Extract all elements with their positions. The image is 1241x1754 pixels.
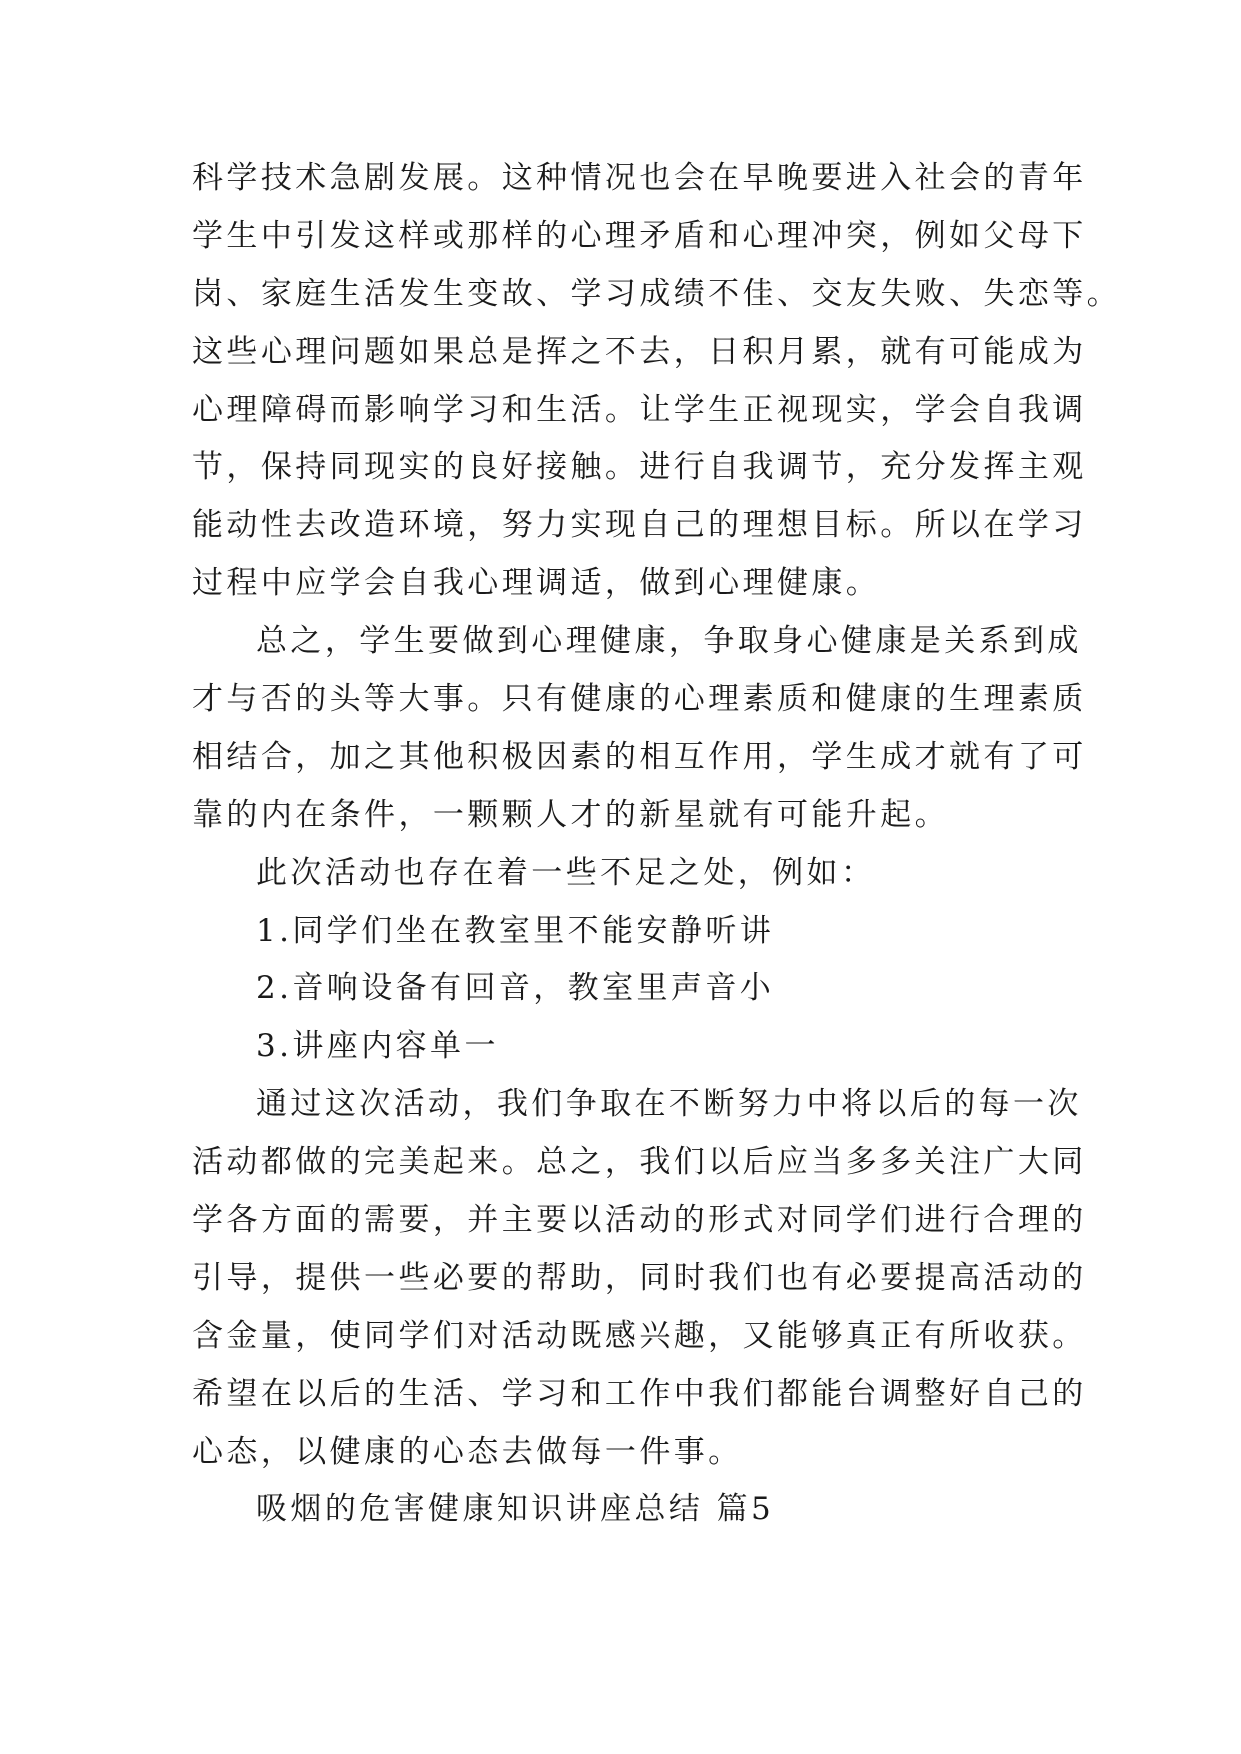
text-line: 节，保持同现实的良好接触。进行自我调节，充分发挥主观 <box>192 449 1087 486</box>
text-line: 含金量，使同学们对活动既感兴趣，又能够真正有所收获。 <box>192 1317 1087 1354</box>
paragraph-first-line: 1.同学们坐在教室里不能安静听讲 <box>256 912 775 949</box>
text-line: 学各方面的需要，并主要以活动的形式对同学们进行合理的 <box>192 1202 1087 1239</box>
text-line: 引导，提供一些必要的帮助，同时我们也有必要提高活动的 <box>192 1259 1087 1296</box>
paragraph-first-line: 通过这次活动，我们争取在不断努力中将以后的每一次 <box>256 1086 1082 1123</box>
text-line: 能动性去改造环境，努力实现自己的理想目标。所以在学习 <box>192 507 1087 544</box>
text-line: 心态，以健康的心态去做每一件事。 <box>192 1433 743 1470</box>
paragraph-first-line: 总之，学生要做到心理健康，争取身心健康是关系到成 <box>256 623 1082 660</box>
text-line: 活动都做的完美起来。总之，我们以后应当多多关注广大同 <box>192 1144 1087 1181</box>
text-line: 过程中应学会自我心理调适，做到心理健康。 <box>192 565 881 602</box>
text-line: 这些心理问题如果总是挥之不去，日积月累，就有可能成为 <box>192 333 1087 370</box>
paragraph-first-line: 2.音响设备有回音，教室里声音小 <box>256 970 775 1007</box>
text-line: 相结合，加之其他积极因素的相互作用，学生成才就有了可 <box>192 738 1087 775</box>
text-line: 才与否的头等大事。只有健康的心理素质和健康的生理素质 <box>192 681 1087 718</box>
text-line: 学生中引发这样或那样的心理矛盾和心理冲突，例如父母下 <box>192 217 1087 254</box>
paragraph-first-line: 吸烟的危害健康知识讲座总结 篇5 <box>256 1491 775 1528</box>
text-line: 岗、家庭生活发生变故、学习成绩不佳、交友失败、失恋等。 <box>192 275 1122 312</box>
text-line: 心理障碍而影响学习和生活。让学生正视现实，学会自我调 <box>192 391 1087 428</box>
text-line: 科学技术急剧发展。这种情况也会在早晚要进入社会的青年 <box>192 160 1087 196</box>
paragraph-first-line: 此次活动也存在着一些不足之处，例如： <box>256 854 876 891</box>
text-line: 靠的内在条件，一颗颗人才的新星就有可能升起。 <box>192 796 950 833</box>
text-line: 希望在以后的生活、学习和工作中我们都能台调整好自己的 <box>192 1375 1087 1412</box>
body-text <box>192 150 1122 1539</box>
paragraph-first-line: 3.讲座内容单一 <box>256 1028 499 1065</box>
